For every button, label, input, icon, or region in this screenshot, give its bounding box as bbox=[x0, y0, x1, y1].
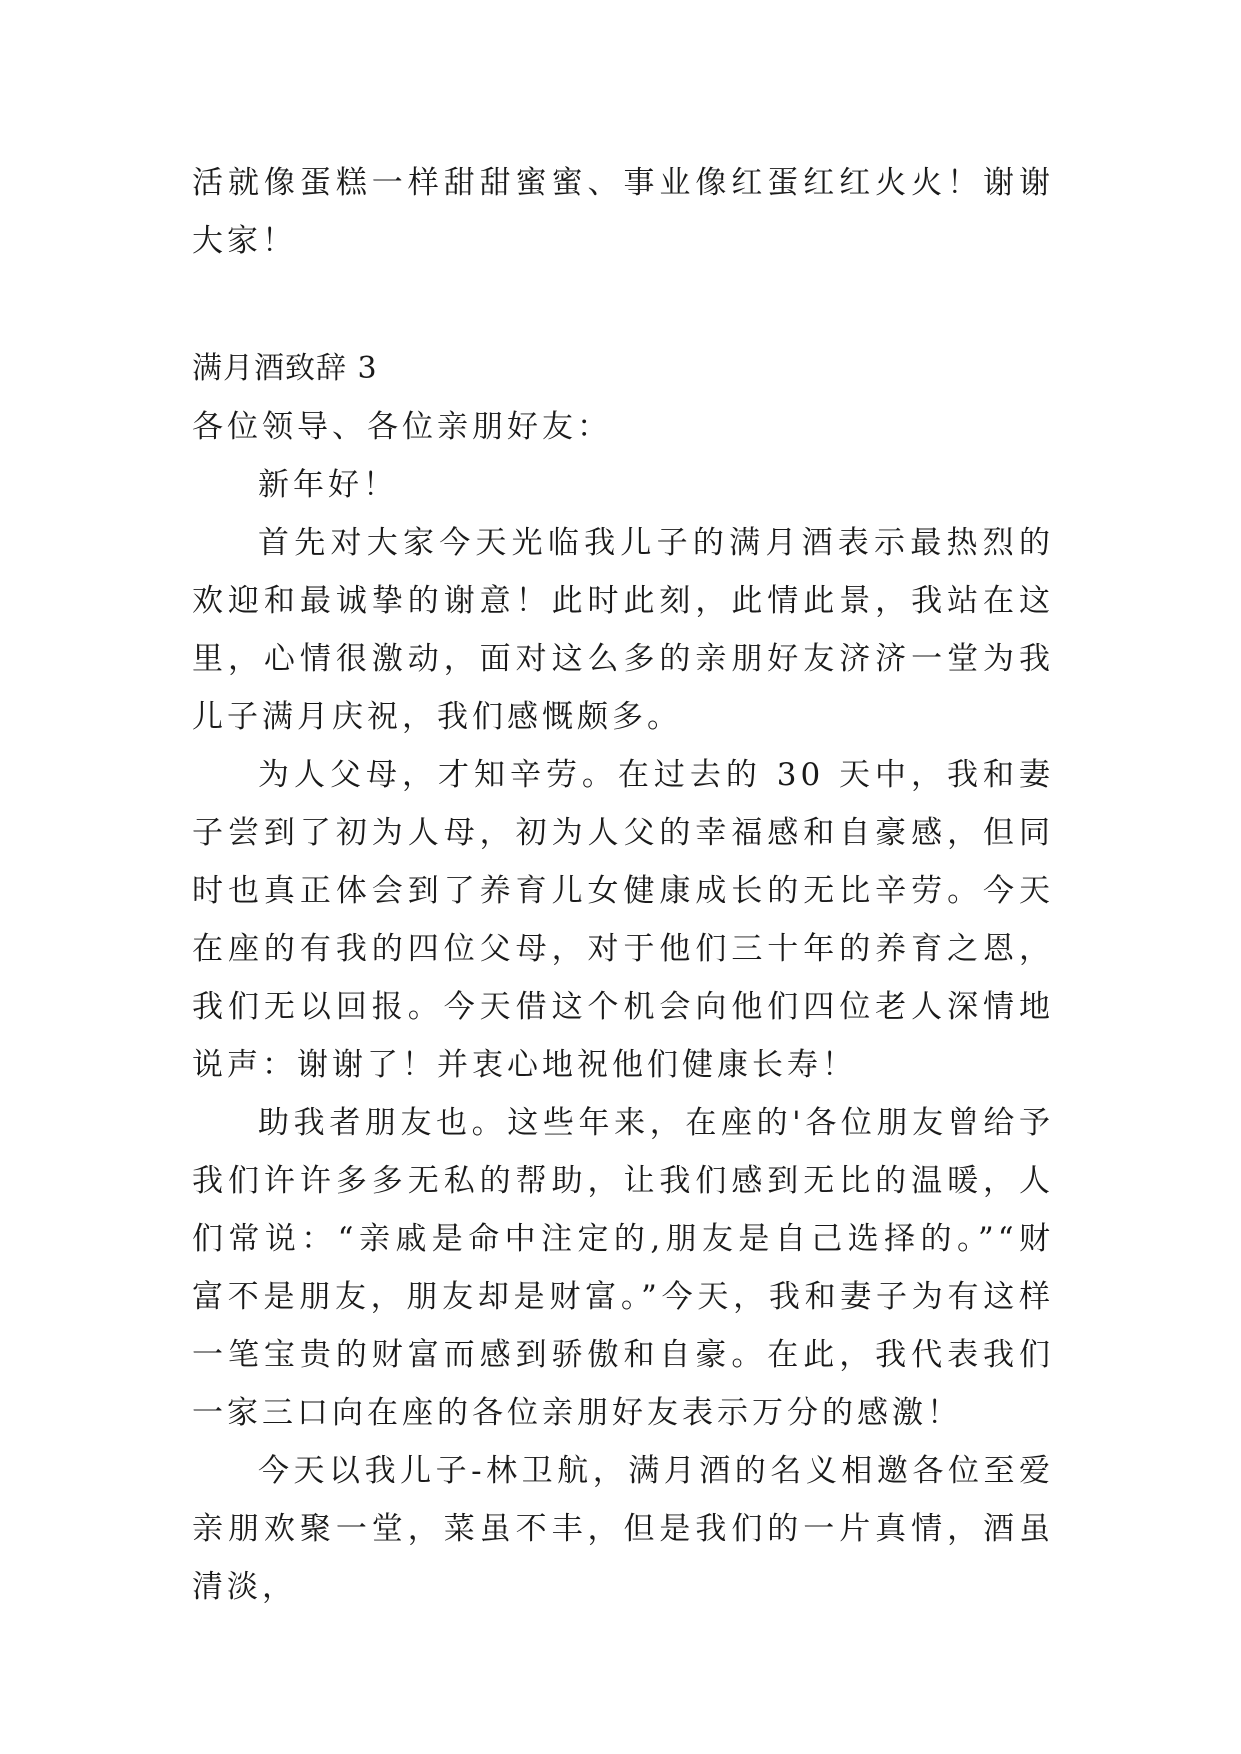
document-page bbox=[192, 154, 1054, 1616]
body-paragraph: 今天以我儿子-林卫航，满月酒的名义相邀各位至爱亲朋欢聚一堂，菜虽不丰，但是我们的一片真情，酒虽清淡， bbox=[192, 1453, 1054, 1605]
body-paragraph: 助我者朋友也。这些年来，在座的'各位朋友曾给予我们许许多多无私的帮助，让我们感到无比的温暖，人们常说：“亲戚是命中注定的,朋友是自己选择的。”“财富不是朋友，朋友却是财富。”今天，我和妻子为有这样一笔宝贵的财富而感到骄傲和自豪。在此，我代表我们一家三口向在座的各位亲朋好友表示万分的感激！ bbox=[192, 1105, 1054, 1431]
continuation-paragraph: 活就像蛋糕一样甜甜蜜蜜、事业像红蛋红红火火！谢谢大家！ bbox=[192, 165, 1054, 259]
section-gap bbox=[192, 270, 1054, 340]
salutation: 各位领导、各位亲朋好友： bbox=[192, 409, 612, 445]
body-paragraph: 为人父母，才知辛劳。在过去的 30 天中，我和妻子尝到了初为人母，初为人父的幸福感和自豪感，但同时也真正体会到了养育儿女健康成长的无比辛劳。今天在座的有我的四位父母，对于他们三十年的养育之恩，我们无以回报。今天借这个机会向他们四位老人深情地说声：谢谢了！并衷心地祝他们健康长寿！ bbox=[192, 757, 1054, 1083]
body-paragraph: 首先对大家今天光临我儿子的满月酒表示最热烈的欢迎和最诚挚的谢意！此时此刻，此情此景，我站在这里，心情很激动，面对这么多的亲朋好友济济一堂为我儿子满月庆祝，我们感慨颇多。 bbox=[192, 525, 1054, 735]
section-title: 满月酒致辞 3 bbox=[192, 351, 378, 386]
body-paragraph: 新年好！ bbox=[258, 467, 398, 503]
